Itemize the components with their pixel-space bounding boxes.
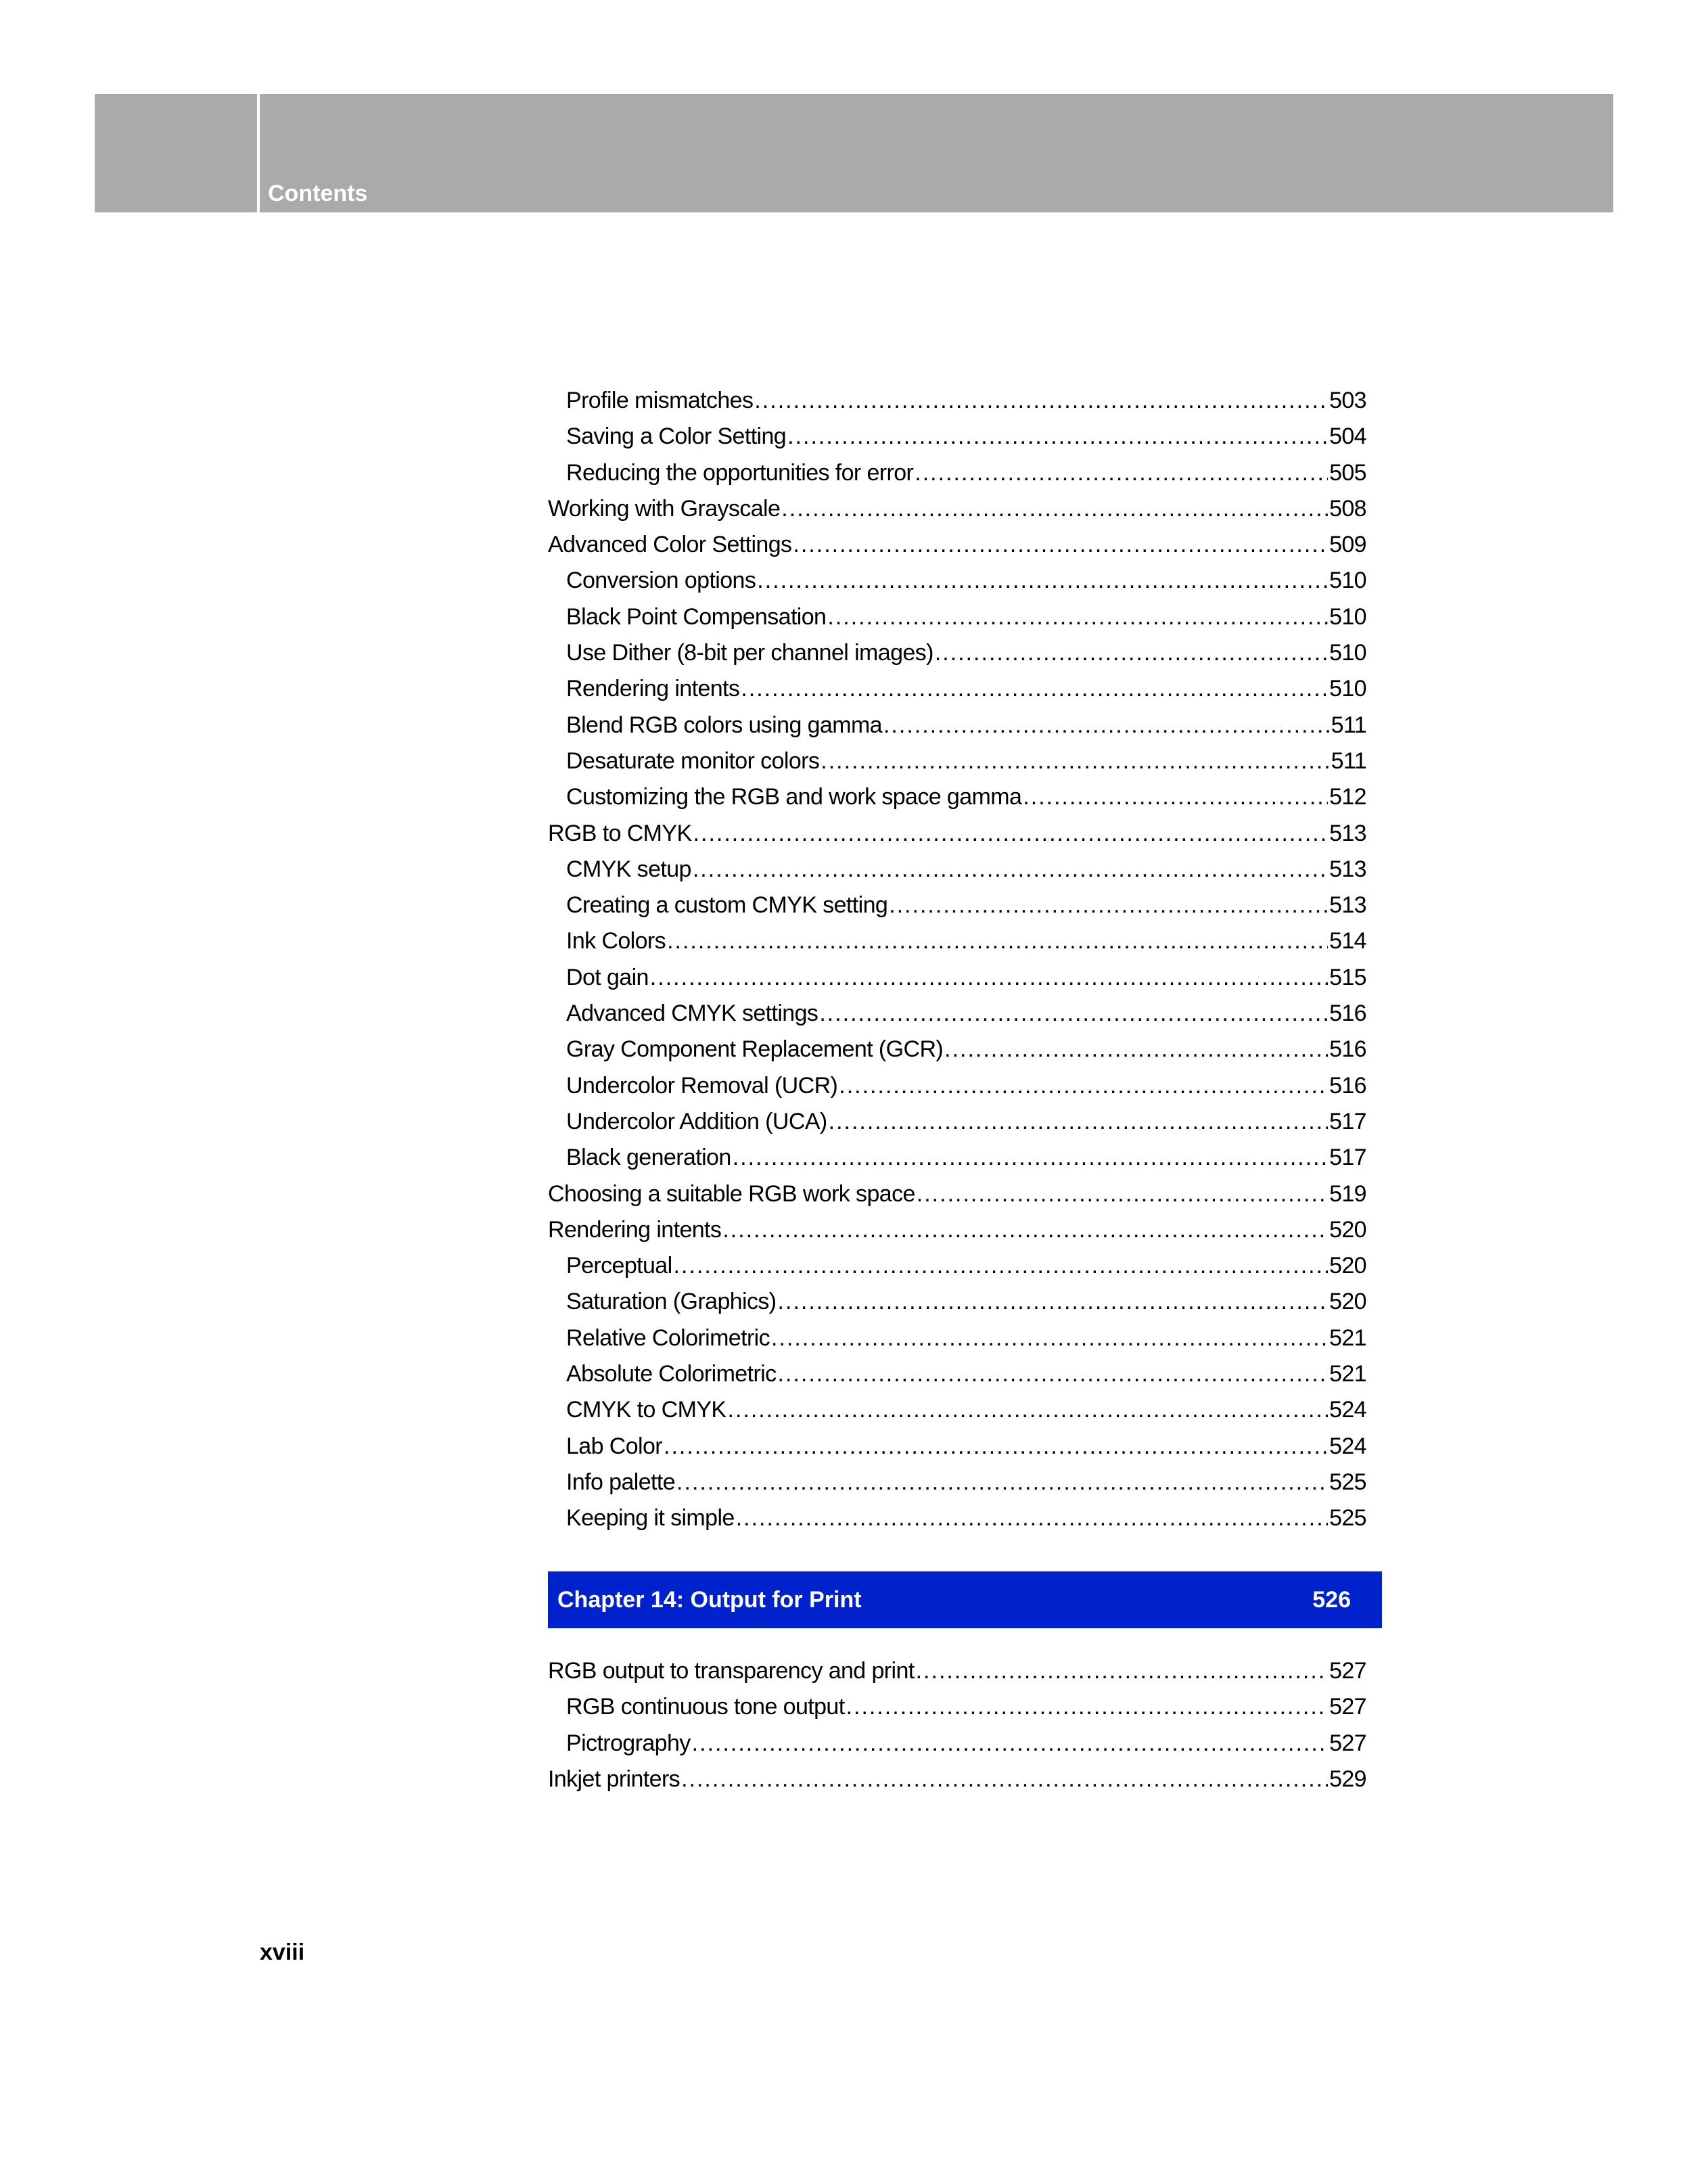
dot-leader bbox=[944, 1032, 1328, 1067]
toc-entry-title: Absolute Colorimetric bbox=[566, 1361, 777, 1387]
toc-entry[interactable] bbox=[548, 671, 1366, 707]
toc-entry-title: Perceptual bbox=[566, 1253, 672, 1279]
chapter-heading-bar[interactable] bbox=[548, 1571, 1382, 1628]
toc-entry[interactable] bbox=[548, 491, 1366, 527]
toc-entry[interactable] bbox=[548, 1068, 1366, 1104]
dot-leader bbox=[676, 1465, 1328, 1500]
toc-entry-page-number: 516 bbox=[1329, 1036, 1366, 1063]
toc-entry-page-number: 520 bbox=[1329, 1253, 1366, 1279]
dot-leader bbox=[681, 1762, 1328, 1797]
toc-entry-page-number: 516 bbox=[1329, 1072, 1366, 1099]
toc-entry[interactable] bbox=[548, 1176, 1366, 1212]
dot-leader bbox=[733, 1140, 1328, 1176]
toc-entry-title: Advanced CMYK settings bbox=[566, 1000, 818, 1027]
toc-entry-page-number: 529 bbox=[1329, 1766, 1366, 1792]
toc-entry-title: Relative Colorimetric bbox=[566, 1325, 770, 1351]
toc-entry-title: Undercolor Removal (UCR) bbox=[566, 1072, 838, 1099]
toc-entry-page-number: 520 bbox=[1329, 1289, 1366, 1315]
toc-entry-title: Reducing the opportunities for error bbox=[566, 459, 914, 486]
toc-entry[interactable] bbox=[548, 1762, 1366, 1797]
toc-entry[interactable] bbox=[548, 563, 1366, 599]
toc-entry-title: Creating a custom CMYK setting bbox=[566, 892, 888, 919]
toc-entry[interactable] bbox=[548, 1653, 1366, 1689]
dot-leader bbox=[787, 419, 1328, 455]
dot-leader bbox=[728, 1392, 1329, 1428]
toc-entry-page-number: 511 bbox=[1331, 712, 1366, 738]
dot-leader bbox=[781, 491, 1328, 527]
dot-leader bbox=[916, 1653, 1328, 1689]
toc-entry-page-number: 527 bbox=[1329, 1730, 1366, 1756]
chapter-title: Chapter 14: Output for Print bbox=[557, 1586, 862, 1613]
dot-leader bbox=[674, 1248, 1329, 1284]
toc-entry-page-number: 515 bbox=[1329, 964, 1366, 990]
dot-leader bbox=[736, 1500, 1328, 1536]
toc-entry-page-number: 509 bbox=[1329, 532, 1366, 558]
toc-entry[interactable] bbox=[548, 960, 1366, 996]
toc-entry-title: Customizing the RGB and work space gamma bbox=[566, 784, 1022, 810]
toc-entry[interactable] bbox=[548, 888, 1366, 923]
dot-leader bbox=[754, 383, 1328, 419]
toc-entry-page-number: 511 bbox=[1331, 747, 1366, 774]
toc-entry-page-number: 514 bbox=[1329, 928, 1366, 954]
dot-leader bbox=[693, 816, 1329, 852]
dot-leader bbox=[741, 671, 1328, 707]
header-divider bbox=[257, 94, 260, 212]
dot-leader bbox=[693, 852, 1328, 888]
toc-entry-page-number: 505 bbox=[1329, 459, 1366, 486]
toc-entry-page-number: 516 bbox=[1329, 1000, 1366, 1027]
dot-leader bbox=[664, 1429, 1328, 1465]
toc-entry[interactable] bbox=[548, 419, 1366, 455]
toc-entry-title: Advanced Color Settings bbox=[548, 532, 792, 558]
toc-entry-title: RGB output to transparency and print bbox=[548, 1658, 915, 1684]
toc-entry-title: Desaturate monitor colors bbox=[566, 747, 820, 774]
toc-entry-page-number: 512 bbox=[1329, 784, 1366, 810]
toc-entry[interactable] bbox=[548, 816, 1366, 852]
chapter-page-number: 526 bbox=[1312, 1586, 1351, 1613]
toc-entry-title: Blend RGB colors using gamma bbox=[566, 712, 882, 738]
dot-leader bbox=[917, 1176, 1328, 1212]
dot-leader bbox=[793, 527, 1328, 563]
dot-leader bbox=[846, 1689, 1328, 1725]
toc-entry[interactable] bbox=[548, 1104, 1366, 1140]
toc-entry[interactable] bbox=[548, 1392, 1366, 1428]
toc-entry-page-number: 513 bbox=[1329, 820, 1366, 846]
toc-entry[interactable] bbox=[548, 1465, 1366, 1500]
toc-entry-title: Dot gain bbox=[566, 964, 649, 990]
toc-entry[interactable] bbox=[548, 1032, 1366, 1067]
toc-entry[interactable] bbox=[548, 635, 1366, 671]
toc-entry-title: Inkjet printers bbox=[548, 1766, 680, 1792]
toc-entry[interactable] bbox=[548, 743, 1366, 779]
toc-entry-page-number: 517 bbox=[1329, 1145, 1366, 1171]
toc-entry-page-number: 525 bbox=[1329, 1469, 1366, 1495]
toc-entry-title: CMYK setup bbox=[566, 856, 691, 882]
toc-entry-title: Rendering intents bbox=[548, 1216, 722, 1243]
toc-entry-title: CMYK to CMYK bbox=[566, 1397, 726, 1423]
toc-entry-title: Lab Color bbox=[566, 1433, 663, 1459]
toc-entry[interactable] bbox=[548, 383, 1366, 419]
toc-entry-title: Rendering intents bbox=[566, 676, 740, 702]
toc-list-top bbox=[548, 383, 1366, 1537]
dot-leader bbox=[722, 1212, 1328, 1248]
toc-entry-page-number: 521 bbox=[1329, 1361, 1366, 1387]
toc-entry[interactable] bbox=[548, 1248, 1366, 1284]
toc-entry-title: Black Point Compensation bbox=[566, 603, 827, 630]
toc-entry[interactable] bbox=[548, 1500, 1366, 1536]
dot-leader bbox=[778, 1356, 1329, 1392]
toc-entry-title: Use Dither (8-bit per channel images) bbox=[566, 640, 933, 666]
toc-entry-page-number: 527 bbox=[1329, 1694, 1366, 1720]
toc-entry-page-number: 504 bbox=[1329, 423, 1366, 450]
toc-entry-title: RGB continuous tone output bbox=[566, 1694, 845, 1720]
toc-entry-title: Pictrography bbox=[566, 1730, 691, 1756]
dot-leader bbox=[757, 563, 1328, 599]
toc-entry-title: Choosing a suitable RGB work space bbox=[548, 1180, 915, 1207]
dot-leader bbox=[771, 1320, 1328, 1356]
toc-entry[interactable] bbox=[548, 1140, 1366, 1176]
toc-list-bottom bbox=[548, 1653, 1366, 1797]
toc-entry[interactable] bbox=[548, 1320, 1366, 1356]
toc-entry-page-number: 510 bbox=[1329, 568, 1366, 594]
toc-entry[interactable] bbox=[548, 852, 1366, 888]
toc-entry-page-number: 510 bbox=[1329, 603, 1366, 630]
dot-leader bbox=[827, 599, 1328, 635]
toc-entry-page-number: 520 bbox=[1329, 1216, 1366, 1243]
toc-entry-page-number: 521 bbox=[1329, 1325, 1366, 1351]
toc-entry[interactable] bbox=[548, 527, 1366, 563]
toc-entry[interactable] bbox=[548, 1356, 1366, 1392]
toc-entry-title: Profile mismatches bbox=[566, 388, 754, 413]
dot-leader bbox=[889, 888, 1328, 923]
toc-entry-title: RGB to CMYK bbox=[548, 820, 692, 846]
toc-entry[interactable] bbox=[548, 779, 1366, 815]
dot-leader bbox=[1023, 779, 1328, 815]
toc-entry-page-number: 517 bbox=[1329, 1108, 1366, 1134]
toc-entry-page-number: 508 bbox=[1329, 495, 1366, 522]
toc-entry-title: Conversion options bbox=[566, 568, 756, 594]
toc-entry[interactable] bbox=[548, 455, 1366, 491]
toc-entry[interactable] bbox=[548, 1726, 1366, 1762]
toc-entry-page-number: 527 bbox=[1329, 1658, 1366, 1684]
dot-leader bbox=[915, 455, 1328, 491]
toc-entry[interactable] bbox=[548, 708, 1366, 743]
page-folio: xviii bbox=[260, 1939, 305, 1965]
toc-entry-page-number: 519 bbox=[1329, 1180, 1366, 1207]
toc-entry[interactable] bbox=[548, 996, 1366, 1032]
toc-entry-page-number: 513 bbox=[1329, 856, 1366, 882]
toc-entry-title: Info palette bbox=[566, 1469, 676, 1495]
toc-entry-title: Working with Grayscale bbox=[548, 495, 781, 522]
dot-leader bbox=[829, 1104, 1328, 1140]
dot-leader bbox=[778, 1284, 1329, 1320]
dot-leader bbox=[692, 1726, 1328, 1762]
toc-entry-page-number: 513 bbox=[1329, 892, 1366, 919]
toc-entry[interactable] bbox=[548, 1689, 1366, 1725]
toc-entry[interactable] bbox=[548, 1284, 1366, 1320]
running-header-title: Contents bbox=[268, 181, 368, 206]
dot-leader bbox=[883, 708, 1330, 743]
dot-leader bbox=[935, 635, 1328, 671]
toc-entry-title: Gray Component Replacement (GCR) bbox=[566, 1036, 944, 1063]
toc-entry-page-number: 510 bbox=[1329, 640, 1366, 666]
dot-leader bbox=[821, 743, 1329, 779]
toc-entry-title: Saving a Color Setting bbox=[566, 423, 787, 450]
toc-entry[interactable] bbox=[548, 1212, 1366, 1248]
toc-entry-title: Undercolor Addition (UCA) bbox=[566, 1108, 827, 1134]
toc-entry-title: Keeping it simple bbox=[566, 1505, 735, 1532]
toc-entry[interactable] bbox=[548, 923, 1366, 959]
toc-entry-page-number: 524 bbox=[1329, 1397, 1366, 1423]
dot-leader bbox=[667, 923, 1328, 959]
toc-entry-title: Black generation bbox=[566, 1145, 731, 1171]
toc-entry-page-number: 524 bbox=[1329, 1433, 1366, 1459]
dot-leader bbox=[650, 960, 1328, 996]
toc-entry-title: Ink Colors bbox=[566, 928, 666, 954]
toc-entry-page-number: 510 bbox=[1329, 676, 1366, 702]
dot-leader bbox=[839, 1068, 1328, 1104]
dot-leader bbox=[819, 996, 1328, 1032]
toc-entry-page-number: 525 bbox=[1329, 1505, 1366, 1532]
toc-entry[interactable] bbox=[548, 599, 1366, 635]
toc-entry[interactable] bbox=[548, 1429, 1366, 1465]
toc-entry-page-number: 503 bbox=[1329, 388, 1366, 413]
toc-entry-title: Saturation (Graphics) bbox=[566, 1289, 777, 1315]
